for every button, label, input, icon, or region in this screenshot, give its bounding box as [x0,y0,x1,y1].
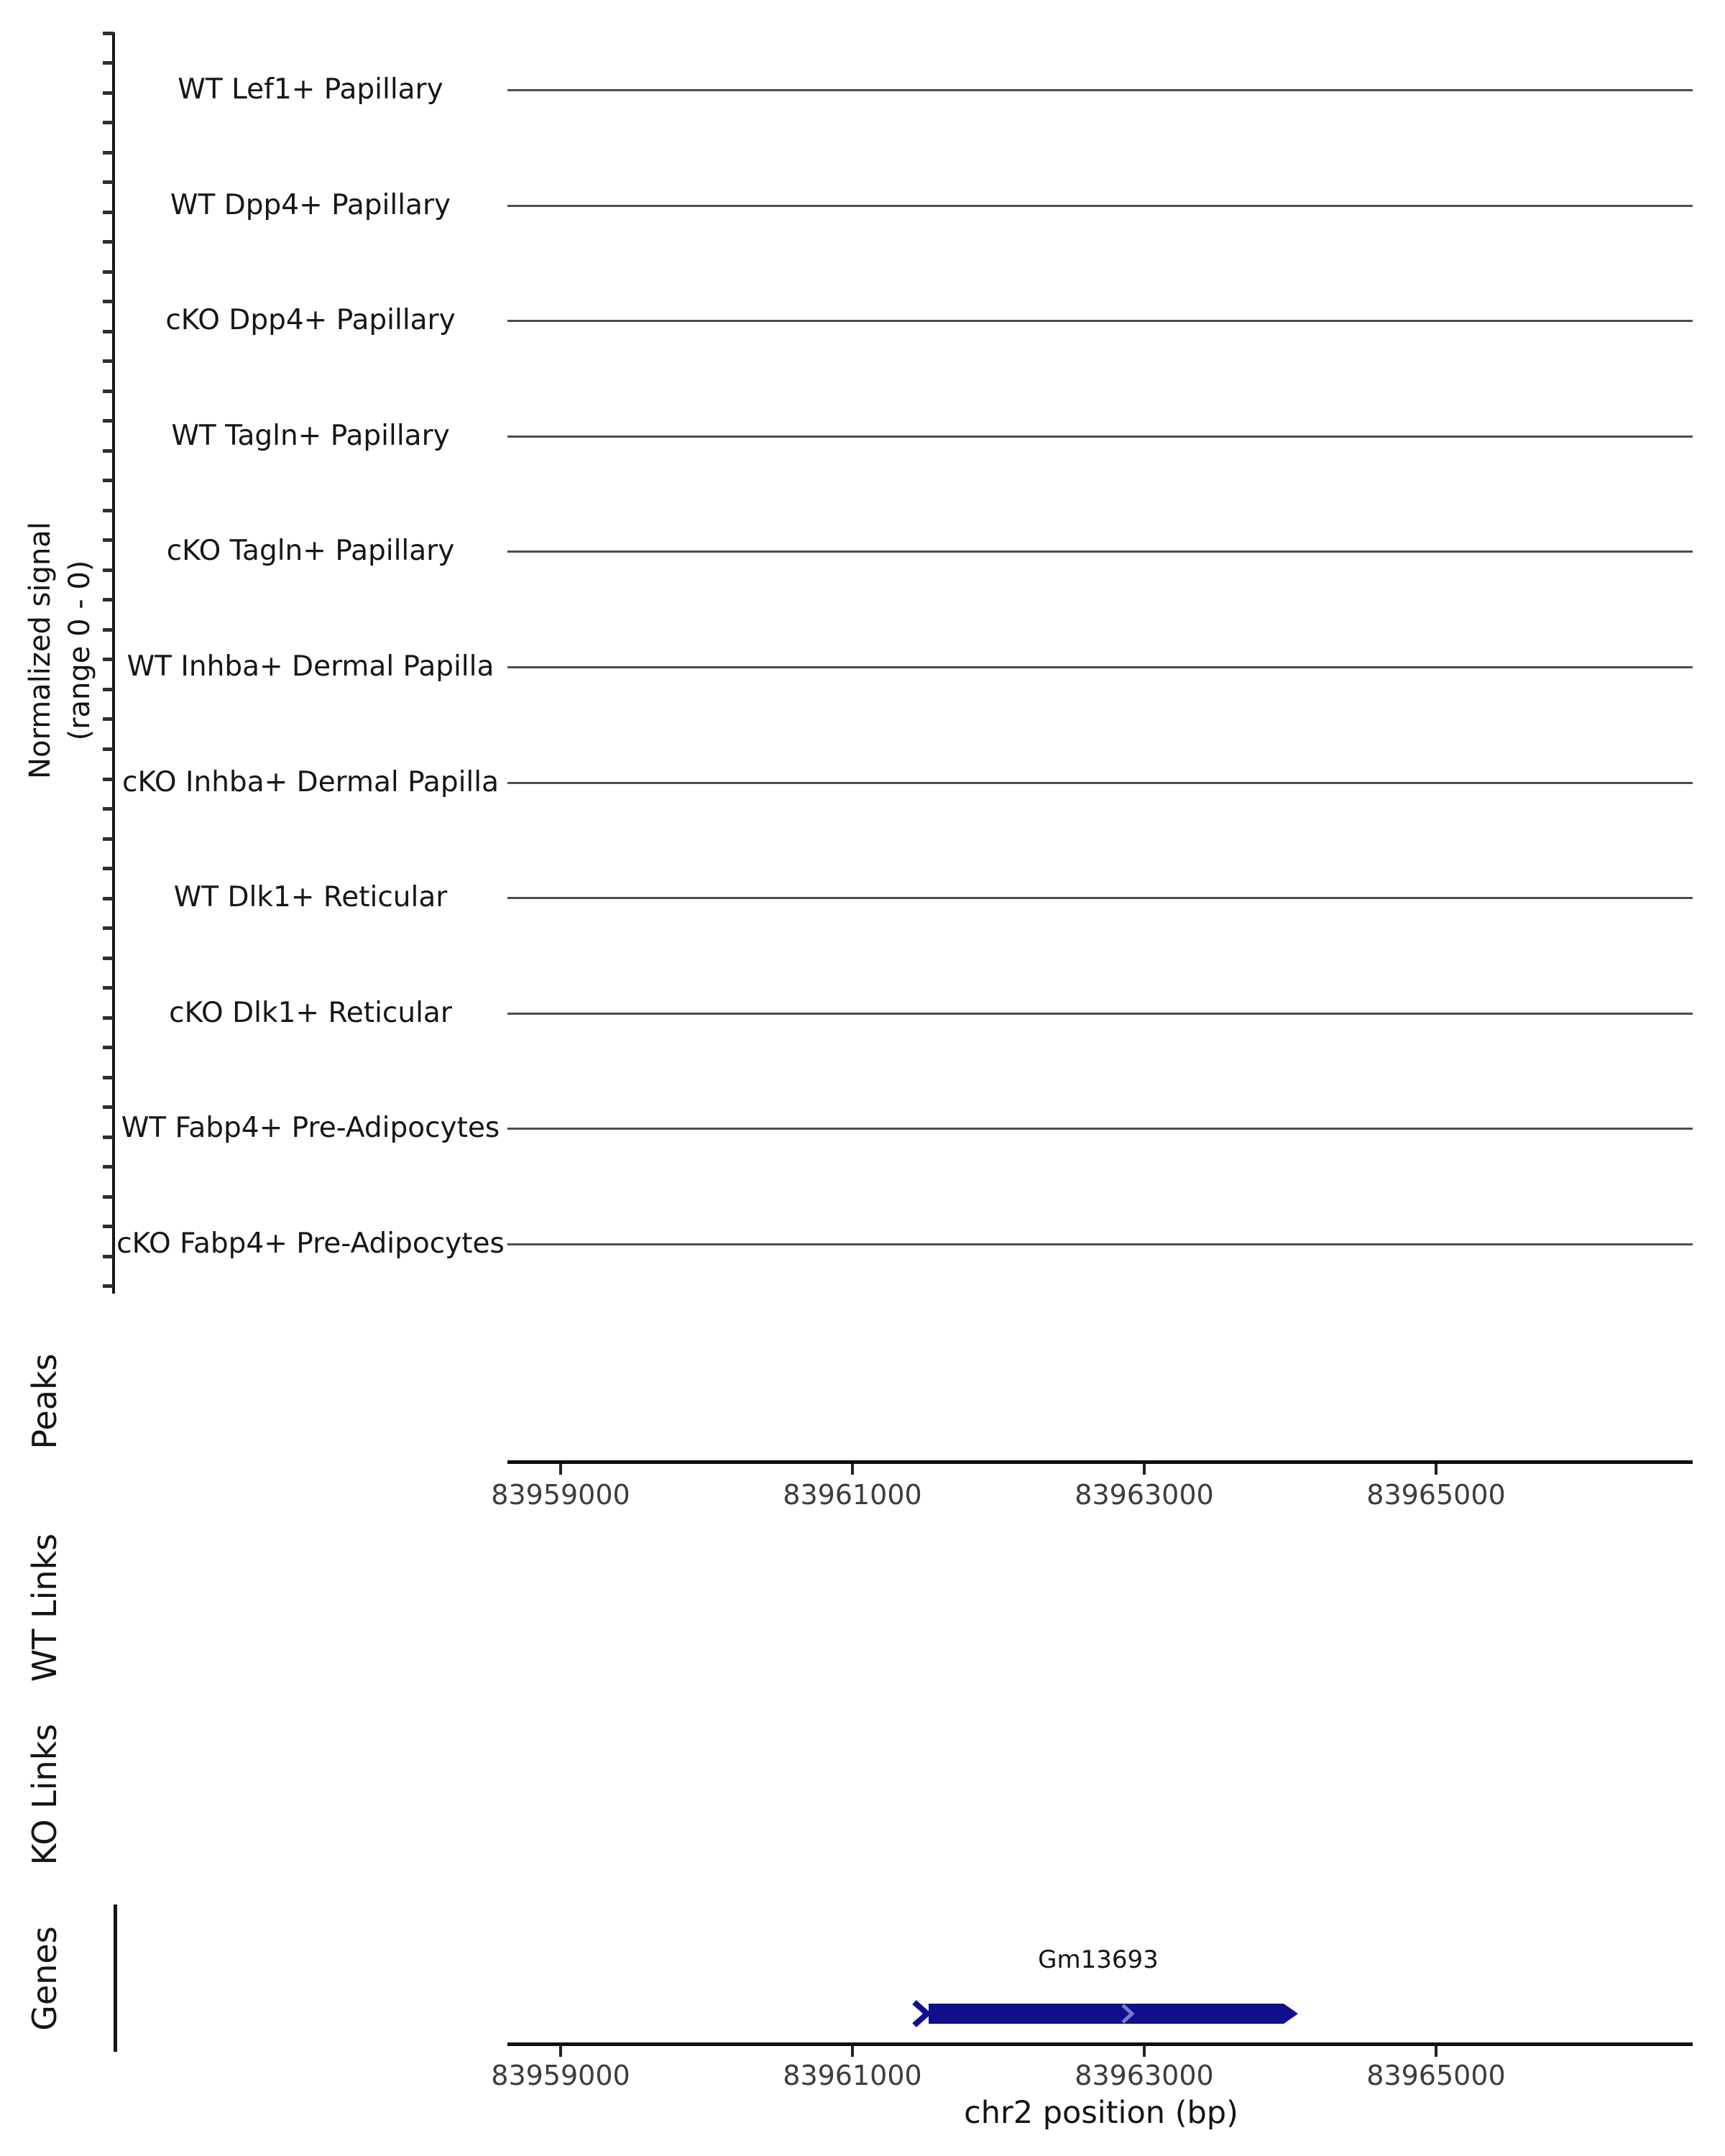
signal-axis-tick [103,747,114,751]
track-signal-line [507,1243,1693,1245]
genes-axis-bracket [114,1904,117,2052]
signal-axis-tick [103,897,114,900]
track-label: cKO Inhba+ Dermal Papilla [122,766,499,798]
y-axis-label [21,522,100,779]
track-signal-line [507,897,1693,899]
track-signal-line [507,782,1693,784]
x-axis-label: chr2 position (bp) [964,2095,1238,2131]
gene-start-arrow-icon [914,2002,927,2025]
genome-axis-tick-label: 83961000 [783,1479,922,1511]
section-label-peaks: Peaks [25,1353,64,1450]
genome-axis-tick [1143,2046,1146,2057]
signal-axis-tick [103,121,114,124]
signal-axis-tick [103,1255,114,1258]
signal-axis-tick [103,390,114,393]
signal-axis-tick [103,867,114,870]
signal-axis-tick [103,717,114,721]
track-signal-line [507,436,1693,438]
signal-axis-tick [103,449,114,453]
signal-axis-tick [103,957,114,960]
genome-axis-tick [851,2046,854,2057]
signal-axis-tick [103,986,114,990]
genome-axis-tick [1435,2046,1438,2057]
track-signal-line [507,320,1693,322]
signal-axis-tick [103,658,114,661]
signal-axis-tick [103,628,114,632]
track-signal-line [507,1013,1693,1015]
signal-axis-tick [103,568,114,572]
track-signal-line [507,666,1693,668]
genome-axis-tick [559,2046,562,2057]
gene-end-arrow-icon [1284,2004,1298,2024]
genome-axis-line [507,1460,1693,1464]
track-signal-line [507,550,1693,553]
section-label-ko-links: KO Links [25,1723,64,1866]
signal-axis-tick [103,1105,114,1109]
genome-axis-tick-label: 83965000 [1366,1479,1506,1511]
track-label: cKO Dlk1+ Reticular [169,997,452,1029]
signal-axis-tick [103,509,114,512]
signal-axis-tick [103,479,114,482]
track-signal-line [507,205,1693,207]
genome-axis-line [507,2042,1693,2046]
track-label: cKO Dpp4+ Papillary [165,304,456,336]
genome-axis-tick-label: 83959000 [491,1479,630,1511]
y-axis-label-line1: Normalized signal [23,522,57,779]
signal-axis-tick [103,359,114,363]
signal-axis-tick [103,211,114,214]
track-label: cKO Fabp4+ Pre-Adipocytes [116,1227,505,1260]
signal-axis-tick [103,1135,114,1139]
genome-axis-tick [1435,1464,1438,1475]
gene-glyph [904,1998,1307,2030]
signal-axis-tick [103,778,114,781]
signal-axis-tick [103,32,114,35]
genome-axis-tick-label: 83961000 [783,2060,922,2091]
signal-axis-tick [103,1284,114,1288]
genome-axis-tick-label: 83959000 [491,2060,630,2091]
genome-axis-tick [1143,1464,1146,1475]
signal-axis-tick [103,538,114,542]
signal-axis-tick [103,837,114,841]
gene-body [929,2004,1284,2024]
signal-axis-tick [103,240,114,244]
signal-axis-tick [103,91,114,95]
signal-axis-tick [103,300,114,303]
signal-axis-tick [103,419,114,423]
gene-label: Gm13693 [1038,1945,1159,1974]
track-label: WT Dlk1+ Reticular [173,881,448,913]
signal-axis-tick [103,1016,114,1020]
signal-axis-tick [103,688,114,691]
signal-axis-tick [103,1076,114,1079]
signal-axis-tick [103,807,114,811]
signal-axis-tick [103,1165,114,1169]
signal-axis-tick [103,330,114,333]
signal-axis-tick [103,61,114,65]
track-signal-line [507,89,1693,91]
section-label-wt-links: WT Links [25,1533,64,1682]
genome-axis-tick [559,1464,562,1475]
section-label-genes: Genes [25,1926,64,2031]
track-label: WT Fabp4+ Pre-Adipocytes [121,1112,500,1144]
signal-axis-tick [103,1225,114,1228]
signal-axis-tick [103,926,114,930]
signal-axis-tick [103,598,114,602]
genome-axis-tick [851,1464,854,1475]
signal-axis-tick [103,270,114,274]
track-label: WT Tagln+ Papillary [171,420,450,452]
genome-axis-tick-label: 83963000 [1075,1479,1214,1511]
track-label: WT Lef1+ Papillary [178,73,443,106]
track-signal-line [507,1128,1693,1130]
signal-axis-tick [103,1046,114,1049]
signal-axis-tick [103,1195,114,1199]
track-label: cKO Tagln+ Papillary [166,535,455,567]
signal-axis-tick [103,180,114,184]
genome-axis-tick-label: 83963000 [1075,2060,1214,2091]
track-label: WT Dpp4+ Papillary [170,189,451,221]
signal-axis-tick [103,151,114,155]
track-label: WT Inhba+ Dermal Papilla [126,650,494,683]
genome-axis-tick-label: 83965000 [1366,2060,1506,2091]
y-axis-label-line2: (range 0 - 0) [63,560,96,741]
